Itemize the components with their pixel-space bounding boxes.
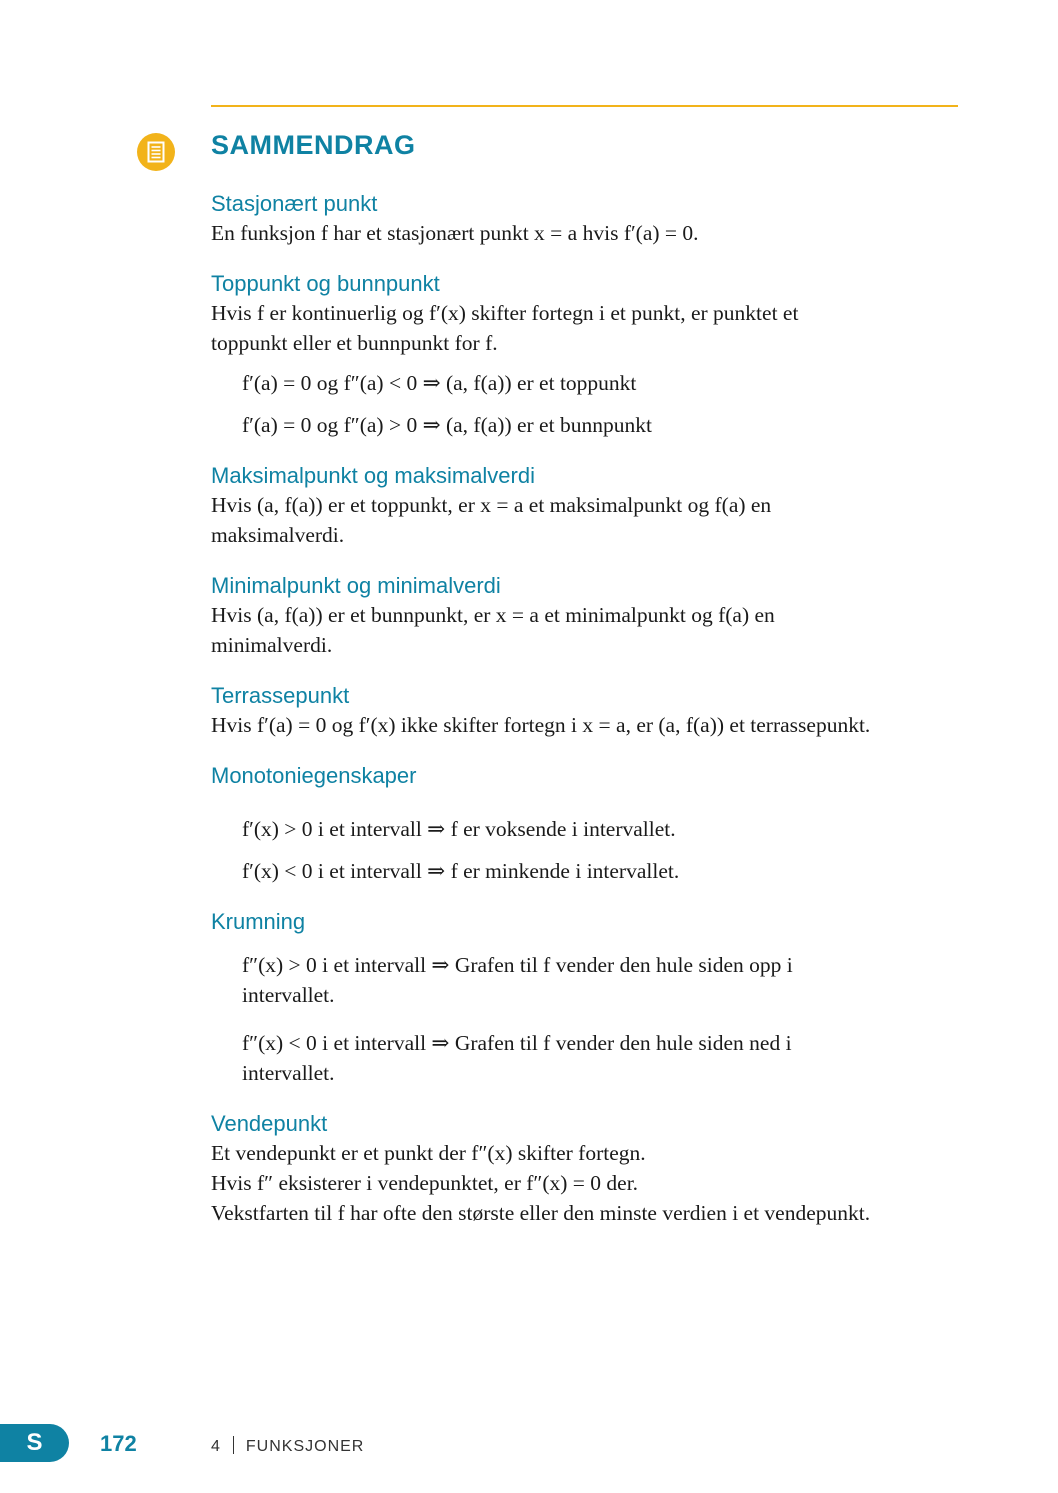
page-number: 172	[100, 1431, 137, 1456]
formula: f′(a) = 0 og f″(a) < 0 ⇒ (a, f(a)) er et toppunkt	[242, 371, 637, 395]
section-heading: Minimalpunkt og minimalverdi	[211, 573, 501, 598]
formula-line: f″(x) < 0 i et intervall ⇒ Grafen til f vender den hule siden ned i	[242, 1031, 792, 1055]
chapter-number: 4	[211, 1438, 221, 1455]
chapter-title: FUNKSJONER	[245, 1438, 365, 1455]
section-minimalpunkt	[211, 572, 971, 660]
section-heading: Krumning	[211, 909, 306, 934]
section-text: maksimalverdi.	[211, 523, 345, 547]
formula: f′(a) = 0 og f″(a) > 0 ⇒ (a, f(a)) er et bunnpunkt	[242, 413, 652, 437]
formula: f′(x) < 0 i et intervall ⇒ f er minkende i intervallet.	[242, 859, 680, 883]
formula-line: intervallet.	[242, 983, 335, 1007]
chapter-divider	[233, 1436, 234, 1454]
section-monotoniegenskaper	[211, 762, 971, 886]
section-text: Hvis f′(a) = 0 og f′(x) ikke skifter fortegn i x = a, er (a, f(a)) et terrassepunkt.	[211, 713, 871, 737]
top-rule	[211, 105, 958, 107]
page-title: SAMMENDRAG	[211, 130, 416, 160]
chapter-label	[211, 1436, 364, 1456]
section-text: toppunkt eller et bunnpunkt for f.	[211, 331, 498, 355]
section-heading: Monotoniegenskaper	[211, 763, 417, 788]
section-tab-label: S	[26, 1429, 43, 1456]
summary-badge	[137, 133, 175, 171]
section-maksimalpunkt	[211, 462, 971, 550]
formula	[242, 950, 971, 1010]
section-text: Et vendepunkt er et punkt der f″(x) skifter fortegn.	[211, 1141, 646, 1165]
section-heading: Terrassepunkt	[211, 683, 350, 708]
section-heading: Toppunkt og bunnpunkt	[211, 271, 440, 296]
section-text: minimalverdi.	[211, 633, 333, 657]
section-text: Hvis f″ eksisterer i vendepunktet, er f″(x) = 0 der.	[211, 1171, 639, 1195]
section-heading: Maksimalpunkt og maksimalverdi	[211, 463, 535, 488]
section-tab	[0, 1424, 69, 1462]
list-icon	[147, 141, 165, 163]
section-heading: Stasjonært punkt	[211, 191, 378, 216]
section-text: Hvis (a, f(a)) er et toppunkt, er x = a et maksimalpunkt og f(a) en	[211, 493, 772, 517]
formula	[242, 1028, 971, 1088]
section-text: Hvis f er kontinuerlig og f′(x) skifter fortegn i et punkt, er punktet et	[211, 301, 799, 325]
section-heading: Vendepunkt	[211, 1111, 328, 1136]
section-krumning	[211, 908, 971, 1088]
summary-content	[211, 190, 971, 1250]
section-toppunkt-bunnpunkt	[211, 270, 971, 440]
section-stasjonaert-punkt	[211, 190, 971, 248]
formula-line: intervallet.	[242, 1061, 335, 1085]
section-text: Hvis (a, f(a)) er et bunnpunkt, er x = a et minimalpunkt og f(a) en	[211, 603, 775, 627]
formula-line: f″(x) > 0 i et intervall ⇒ Grafen til f vender den hule siden opp i	[242, 953, 793, 977]
section-terrassepunkt	[211, 682, 971, 740]
section-text: En funksjon f har et stasjonært punkt x = a hvis f′(a) = 0.	[211, 221, 699, 245]
section-vendepunkt	[211, 1110, 971, 1228]
section-text: Vekstfarten til f har ofte den største eller den minste verdien i et vendepunkt.	[211, 1201, 871, 1225]
formula: f′(x) > 0 i et intervall ⇒ f er voksende i intervallet.	[242, 817, 676, 841]
